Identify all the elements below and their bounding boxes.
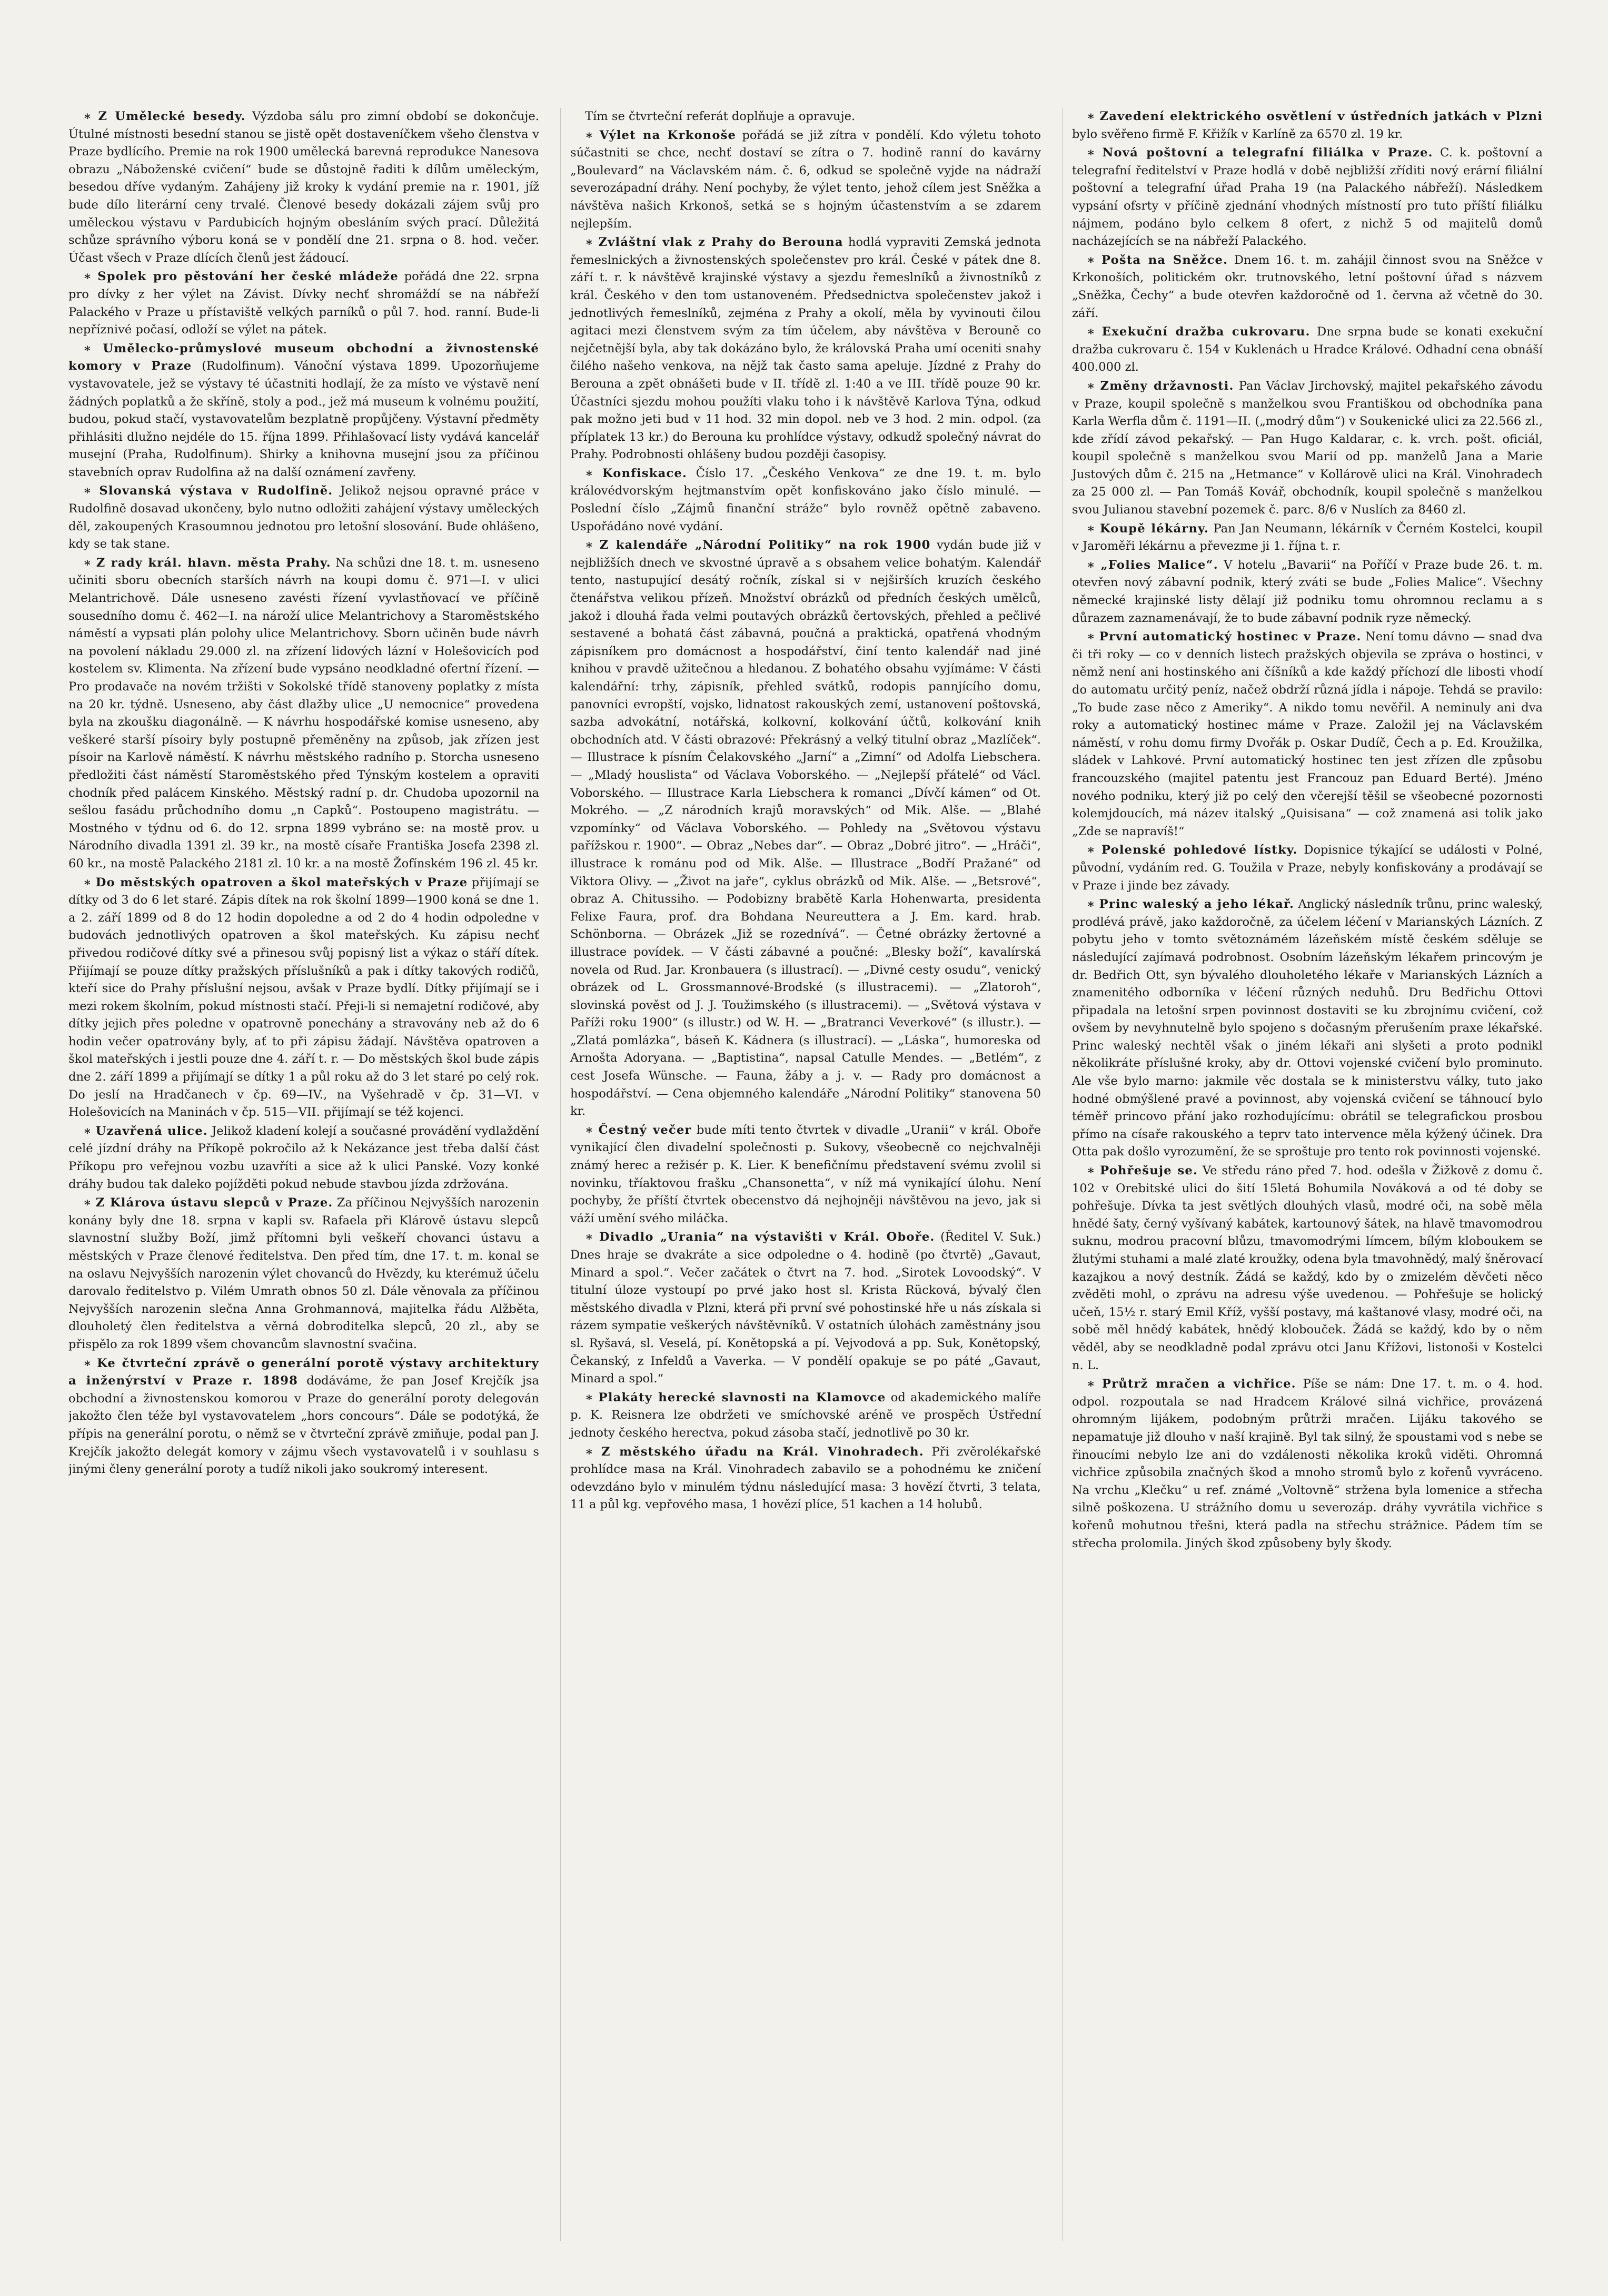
article-headline: Z Klárova ústavu slepců v Praze. — [95, 1196, 333, 1210]
news-article — [68, 108, 539, 267]
news-article — [68, 555, 539, 873]
star-icon: ∗ — [83, 1124, 96, 1138]
star-icon: ∗ — [1087, 897, 1099, 912]
news-article — [570, 1229, 1041, 1388]
article-text: Jelikož kladení kolejí a současné provádění vydlaždění celé jízdní dráhy na Příkopě pokročilo až k Nekázance jest třeba další část Příkopu pro veřejnou vozbu uzavříti a sice až k ulici Panské. Vozy konké dráhy budou tak daleko pojížděti pokud nebude stavbou jízda zdržována. — [68, 1124, 539, 1191]
star-icon: ∗ — [83, 875, 96, 889]
article-text: V hotelu „Bavarii“ na Poříčí v Praze bude 26. t. m. otevřen nový zábavní podnik, který zváti se bude „Folies Malice“. Všechny německé krajinské listy dělají již podniku tomu ohromnou reclamu a s důrazem zaznamenávají, že to bude zábavní podnik ryze německý. — [1072, 558, 1543, 625]
article-headline: Z kalendáře „Národní Politiky“ na rok 1900 — [599, 538, 931, 552]
article-text: Není tomu dávno — snad dva či tři roky — co v denních listech pražských objevila se zpráva o hostinci, v němž není ani hostinského ani číšníků a kde každý příchozí dle libosti vhodí do automatu určitý peníz, načež obdrží různá jídla i nápoje. Tehdá se pravilo: „To bude zase něco z Ameriky“. A nikdo tomu nevěřil. A neminuly ani dva roky a automatický hostinec máme v Praze. Založil jej na Václavském náměstí, v rohu domu firmy Dvořák p. Oskar Dudíč, Čech a p. Ed. Kroužilka, sládek v Lahkové. První automatický hostinec ten jest zřízen dle způsobu francouzského (majitel patentu jest Francouz pan Eduard Berté). Jméno nového podniku, který již po celý den včerejší těšil se všeobecné pozornosti kolemjdoucích, má název italský „Quisisana“ — což znamená asi tolik jako „Zde se napravíš!“ — [1072, 630, 1543, 838]
article-text: Pan Václav Jirchovský, majitel pekařského závodu v Praze, koupil společně s manželkou svou Františkou od obchodníka pana Karla Werfla dům č. 1191—II. („modrý dům“) v Soukenické ulici za 22.566 zl., kde zřídí závod pekařský. — Pan Hugo Kaldarar, c. k. vrch. pošt. oficiál, koupil společně s manželkou svou Marií od pp. manželů Jana a Marie Justových dům č. 215 na „Hetmance“ v Kollárově ulici na Král. Vinohradech za 25 000 zl. — Pan Tomáš Kovář, obchodník, koupil společně s manželkou svou Julianou stavební pozemek č. parc. 8/6 v Nuslích za 8460 zl. — [1072, 379, 1543, 517]
article-text: (Rudolfinum). Vánoční výstava 1899. Upozorňujeme vystavovatele, jež se výstavy té účastniti hodlají, že za místo ve výstavě není žádných poplatků a že skříně, stoly a pod., jež má museum k volnému použití, budou, pokud stačí, vystavovatelům bezplatně propůjčeny. Výstavní předměty přihlásiti dlužno nejdéle do 15. října 1899. Přihlašovací listy vydává kancelář musejní (Praha, Rudolfinum). Shirky a knihovna musejní jsou za příčinou stavebních oprav Rudolfina až na další oznámení zavřeny. — [68, 359, 539, 479]
article-headline: Polenské pohledové lístky. — [1101, 843, 1298, 857]
star-icon: ∗ — [585, 128, 600, 142]
article-headline: Uzavřená ulice. — [95, 1124, 208, 1138]
star-icon: ∗ — [83, 270, 98, 284]
star-icon: ∗ — [585, 235, 599, 250]
article-text: vydán bude již v nejbližších dnech ve skvostné úpravě a s obsahem velice bohatým. Kalendář tento, nastupující desátý ročník, získal si v nejširších kruzích českého čtenářstva velikou přízeň. Množství obrázků od předních českých umělců, jakož i dlouhá řada velmi poutavých obrázků čertovských, přehled a pečlivé sestavené a bohatá část zábavná, poučná a praktická, opatřená vhodným zápisníkem pro domácnost a hospodářství, činí tento kalendář nad jiné knihou v pravdě užitečnou a hledanou. Z bohatého obsahu vyjímáme: V části kalendářní: trhy, zápisník, přehled svátků, rodopis pannjícího domu, panovníci evropští, vojsko, lidnatost rakouských zemí, ustanovení poštovská, sazba advokátní, notářská, kolkovní, kolkování účtů, kolkování knih obchodních atd. V části obrazové: Překrásný a velký titulní obraz „Mazlíček“. — Illustrace k písním Čelakovského „Jarní“ a „Zimní“ od Adolfa Liebschera. — „Mladý houslista“ od Václava Voborského. — „Nejlepší přátelé“ od Václ. Voborského. — Illustrace Karla Liebschera k romanci „Dívčí kámen“ od Ot. Mokrého. — „Z národních krajů moravských“ od Mik. Alše. — „Blahé vzpomínky“ od Václava Voborského. — Pohledy na „Světovou výstavu pařížskou r. 1900“. — Obraz „Nebes dar“. — Obraz „Dobré jitro“. — „Hráči“, illustrace k románu pod od Mik. Alše. — Illustrace „Bodří Pražané“ od Viktora Olivy. — „Život na jaře“, cyklus obrázků od Mik. Alše. — „Betsrové“, obraz A. Chitussiho. — Podobizny brabětě Karla Hohenwarta, presidenta Felixe Faura, prof. dra Bohdana Neureuttera a J. Em. kard. hrab. Schönborna. — Obrázek „Již se rozednívá“. — Četné obrázky žertovné a illustrace povídek. — V části zábavné a poučné: „Blesky boží“, kavalírská novela od Rud. Jar. Kronbauera (s illustrací). — „Divné cesty osudu“, venický obrázek od L. Grossmannové-Brodské (s illustracemi). — „Zlatoroh“, slovinská pověst od J. J. Toužimského (s illustracemi). — „Světová výstava v Paříži roku 1900“ (s illustr.) od W. H. — „Bratranci Veverkové“ (s illustr.). — „Zlatá pomlázka“, báseň K. Kádnera (s illustrací). — „Láska“, humoreska od Arnošta Adoryana. — „Baptistina“, napsal Catulle Mendes. — „Betlém“, z cest Josefa Wünsche. — Fauna, žáby a j. v. — Rady pro domácnost a hospodářství. — Cena objemného kalendáře „Národní Politiky“ stanovena 50 kr. — [570, 538, 1041, 1119]
news-article — [570, 1389, 1041, 1442]
article-headline: Koupě lékárny. — [1099, 521, 1209, 536]
article-text: Jelikož nejsou opravné práce v Rudolfině dosavad ukončeny, bylo nutno odložiti zahájení výstavy uměleckých děl, zakoupených Krasoumnou jednotou pro letošní slosování. Bude ohlášeno, kdy se tak stane. — [68, 484, 539, 551]
news-article — [1072, 842, 1543, 895]
star-icon: ∗ — [585, 1123, 599, 1137]
article-headline: Nová poštovní a telegrafní filiálka v Praze. — [1102, 146, 1433, 160]
star-icon: ∗ — [83, 484, 100, 498]
article-text: Při zvěrolékařské prohlídce masa na Král. Vinohradech zabavilo se a pohodnému ke zničení odevzdáno bylo v minulém týdnu následující masa: 3 hovězí čtvrti, 3 telata, 11 a půl kg. vepřového masa, 1 hovězí plíce, 51 kachen a 14 holubů. — [570, 1444, 1041, 1512]
star-icon: ∗ — [83, 556, 96, 570]
article-text: Na schůzi dne 18. t. m. usneseno učiniti sboru obecních starších návrh na koupi domu č. 971—I. v ulici Melantrichově. Dále usneseno zavésti řízení vyvlastňovací ve příčině sousedního domu č. 462—I. na nároží ulice Melantrichovy a Staroměstského náměstí a vypsati plán polohy ulice Melantrichovy. Sborn učiněn bude návrh na povolení nákladu 29.000 zl. na zřízení lidových lázní v Holešovicích pod kostelem sv. Klimenta. Na zřízení bude vypsáno neodkladné ofertní řízení. — Pro prodavače na novém tržišti v Sokolské třídě stanoveny poplatky z místa na 20 kr. týdně. Usneseno, aby část dlažby ulice „U nemocnice“ provedena byla na zkoušku diagonálně. — K návrhu hospodářské komise usneseno, aby veškeré starší písoiry byly postupně přeměněny na způsob, jak zřízen jest písoir na Karlově náměstí. K návrhu městského radního p. Storcha usneseno předložiti část náměstí Staroměstského před Týnským kostelem a opraviti chodník před palácem Kinského. Městský radní p. dr. Chudoba upozornil na sešlou fasádu průchodního domu „n Capků“. Postoupeno magistrátu. — Mostného v týdnu od 6. do 12. srpna 1899 vybráno se: na mostě prov. u Národního divadla 1391 zl. 39 kr., na mostě císaře Františka Josefa 2398 zl. 60 kr., na mostě Palackého 2181 zl. 10 kr. a na mostě Žofínském 196 zl. 45 kr. — [68, 556, 539, 870]
article-headline: Princ waleský a jeho lékař. — [1099, 897, 1295, 912]
news-article — [68, 1355, 539, 1479]
article-headline: Konfiskace. — [602, 466, 688, 480]
article-text: hodlá vypraviti Zemská jednota řemeslnických a živnostenských společenstev pro král. České v pátek dne 8. září t. r. k návštěvě krajinské výstavy a sjezdu řemeslníků a živnostníků z král. Českého v den tom ustanoveném. Předsednictva společenstev jakož i jednotlivých řemeslníků, zejména z Prahy a okolí, měla by vyvinouti čilou agitaci mezi členstvem svým za tím účelem, aby návštěva v Berouně co nejčetnější byla, aby tak dokázáno bylo, že královská Praha umí oceniti snahy čilého našeho venkova, na nějž tak často sama apeluje. Jízdné z Prahy do Berouna a zpět obnášeti bude v II. třídě zl. 1:40 a ve III. třídě pouze 90 kr. Účastníci sjezdu mohou použíti vlaku toho i k návštěvě Karlova Týna, odkud pak možno jeti bud v 11 hod. 32 min dopol. neb ve 3 hod. 2 min. odpol. (za příplatek 13 kr.) do Berouna ku prohlídce výstavy, odkudž společný návrat do Prahy. Podrobnosti ohlášeny budou později časopisy. — [570, 235, 1041, 462]
article-headline: Umělecko-průmyslové museum obchodní a živnostenské komory v Praze — [68, 341, 539, 373]
news-article — [68, 482, 539, 553]
star-icon: ∗ — [83, 1196, 96, 1210]
article-headline: Z Umělecké besedy. — [98, 110, 246, 123]
star-icon: ∗ — [1087, 325, 1102, 339]
news-article — [1072, 323, 1543, 377]
article-text: Číslo 17. „Českého Venkova“ ze dne 19. t. m. bylo královédvorským hejtmanstvím opět konfiskováno jako číslo minulé. — Poslední číslo „Zájmů finanční stráže“ bylo rovněž opětně zabaveno. Uspořádáno nové vydání. — [570, 466, 1041, 533]
columns — [68, 108, 1543, 2241]
news-article — [1072, 1162, 1543, 1374]
article-text: Za příčinou Nejvyšších narozenin konány byly dne 18. srpna v kapli sv. Rafaela při Klárově ústavu slepců slavnostní služby Boží, jimž přítomni byli veškeří chovanci ústavu a městských v Praze členové ředitelstva. Den před tím, dne 17. t. m. konal se na oslavu Nejvyšších narozenin výlet chovanců do Hvězdy, ku kterémuž účelu darovalo ředitelstvo p. Vilém Umrath obnos 50 zl. Dále věnovala za příčinou Nejvyšších narozenin slečna Anna Grohmannová, majitelka řádu Alžběta, dlouholetý člen ředitelstva a věrná dobroditelka slepců, 20 zl., aby se přispělo za rok 1899 všem chovancům slavnostní svačina. — [68, 1196, 539, 1351]
article-text: dodáváme, že pan Josef Krejčík jsa obchodní a živnostenskou komorou v Praze do generální poroty delegován jakožto člen téže byl vystavovatelem „hors concours“. Dále se podotýká, že přípis na generální porotu, o němž se v čtvrteční zprávě zmiňuje, podal pan J. Krejčík jakožto delegát komory v zájmu všech vystavovatelů i v souhlasu s jinými členy generální poroty a tudíž nikoli jako soukromý interesent. — [68, 1374, 539, 1477]
star-icon: ∗ — [585, 1444, 601, 1459]
star-icon: ∗ — [1087, 1377, 1103, 1391]
article-headline: Pohřešuje se. — [1100, 1164, 1198, 1178]
star-icon: ∗ — [1087, 558, 1101, 572]
column-left — [68, 108, 539, 2241]
star-icon: ∗ — [1087, 630, 1099, 644]
star-icon: ∗ — [83, 110, 98, 123]
news-article — [1072, 896, 1543, 1161]
star-icon: ∗ — [1087, 843, 1102, 857]
newspaper-page — [68, 108, 1543, 2241]
star-icon: ∗ — [1087, 379, 1100, 393]
star-icon: ∗ — [1087, 521, 1100, 536]
article-text: Anglický následník trůnu, princ waleský, prodlévá právě, jako každoročně, za účelem léčení v Marianských Lázních. Z pobytu jeho v tomto světoznámém lázeňském místě českém sděluje se následující zajímavá podrobnost. Osobním lázeňským lékařem princovým je dr. Bedřich Ott, syn bývalého dlouholetého lékaře v Marianských Lázních a znamenitého odborníka v léčení různých neduhů. Dru Bedřichu Ottovi připadala na letošní srpen povinnost dostaviti se ku zbrojnímu cvičení, což ovšem by nevyhnutelně bylo spojeno s dočasným přerušením praxe lékařské. Princ waleský nechtěl však o jiném lékaři ani slyšeti a proto podnikl několikráte příslušné kroky, aby dr. Ottovi vojenské cvičení bylo prominuto. Ale vše bylo marno: jakmile věc dostala se k ministerstvu války, tuto jako hodné obmýšlené pravé a povinnost, aby vojenská cvičení se táhnoucí bylo téměř princovo přání jako rozhodujícímu: obrátil se telegrafickou prosbou přímo na císaře rakouského a teprv tato intervence měla kýžený účinek. Dra Otta pak došlo vyrozumění, že se sproštuje pro tento rok povinnosti vojenské. — [1072, 897, 1543, 1159]
article-text: Dopisnice týkající se události v Polné, původní, vydáním red. G. Toužila v Praze, nebyly konfiskovány a prodávají se v Praze i jinde bez závady. — [1072, 843, 1543, 893]
star-icon: ∗ — [83, 1356, 97, 1370]
article-text: Dne srpna bude se konati exekuční dražba cukrovaru č. 154 v Kuklenách u Hradce Králové. Odhadní cena obnáší 400.000 zl. — [1072, 325, 1543, 374]
news-article — [570, 1443, 1041, 1514]
article-text: Pan Jan Neumann, lékárník v Černém Kostelci, koupil v Jaroměři lékárnu a převezme ji 1. října t. r. — [1072, 521, 1543, 553]
article-headline: Pošta na Sněžce. — [1101, 253, 1228, 267]
news-article — [1072, 378, 1543, 519]
article-text: bylo svěřeno firmě F. Křižík v Karlíně za 6570 zl. 19 kr. — [1072, 127, 1403, 141]
article-text: Dnem 16. t. m. zahájil činnost svou na Sněžce v Krkonoších, politickém okr. trutnovského, letní poštovní úřad s názvem „Sněžka, Čechy“ a bude otevřen každoročně od 1. června až včetně do 30. září. — [1072, 253, 1543, 320]
news-article — [1072, 520, 1543, 556]
article-text: Píše se nám: Dne 17. t. m. o 4. hod. odpol. rozpoutala se nad Hradcem Králové silná vichřice, provázená ohromným lijákem, podobným průtrži mračen. Lijáku takového se nepamatuje již dlouho v naší krajině. Byl tak silný, že spoustami vod s nebe se řinoucími nebylo lze ani do vzdálenosti několika kroků viděti. Ohromná vichřice způsobila značných škod a mnoho stromů bylo z kořenů vyvráceno. Na vrchu „Klečku“ u ref. známé „Voltovně“ stržena byla lomenice a střecha silně poškozena. U strážního domu u severozáp. dráhy vyvrátila vichřice s kořenů mohutnou třešni, která padla na střechu strážnice. Pádem tím se střecha prolomila. Jiných škod způsobeny byly škody. — [1072, 1377, 1543, 1550]
news-article — [68, 1194, 539, 1353]
article-headline: Čestný večer — [598, 1123, 692, 1137]
news-article — [1072, 252, 1543, 322]
star-icon: ∗ — [1087, 146, 1103, 160]
news-article — [68, 1123, 539, 1193]
article-headline: Ke čtvrteční zprávě o generální porotě výstavy architektury a inženýrství v Praze r. 1898 — [68, 1356, 539, 1388]
article-headline: Spolek pro pěstování her české mládeže — [97, 270, 399, 284]
news-article — [1072, 144, 1543, 251]
news-article — [570, 127, 1041, 233]
article-text: Tím se čtvrteční referát doplňuje a opravuje. — [585, 110, 856, 123]
news-article — [570, 108, 1041, 126]
news-article — [68, 874, 539, 1122]
news-article — [570, 1122, 1041, 1228]
star-icon: ∗ — [585, 1390, 599, 1404]
article-headline: Do městských opatroven a škol mateřských v Praze — [95, 875, 468, 889]
star-icon: ∗ — [1087, 110, 1100, 123]
article-text: Ve středu ráno před 7. hod. odešla v Žižkově z domu č. 102 v Orebitské ulici do šití 15letá Bohumila Nováková a od té doby se pohřešuje. Dívka ta jest světlých dlouhých vlasů, modré oči, na sobě měla hnědé šaty, černý vyšívaný kabátek, kartounový šátek, na hlavě tmavomodrou suknu, modrou pracovní blůzu, tmavomodrými límcem, bílým kloboukem se žlutými stuhami a malé zlaté kroužky, odena byla tmavohnědý, malý šněrovací kazajkou a nový destník. Žádá se každý, kdo by o zmizelém děvčeti něco zvěděti mohl, o zprávu na adresu výše uvedenou. — Pohřešuje se holický učeň, 15½ r. starý Emil Kříž, vyšší postavy, má kaštanové vlasy, modré oči, na sobě měl hnědý kabátek, hnědý klobouček. Žádá se každý, kdo by o něm věděl, aby se neodkladně podal zprávu otci Janu Křížovi, listonoši v Kostelci n. L. — [1072, 1164, 1543, 1372]
star-icon: ∗ — [585, 538, 600, 552]
article-text: pořádá dne 22. srpna pro dívky z her výlet na Závist. Dívky nechť shromáždí se na nábřeží Palackého v Praze u přístaviště velkých parníků o půl 7. hod. ranní. Bude-li nepříznivé počasí, odloží se výlet na pátek. — [68, 270, 539, 337]
article-headline: Exekuční dražba cukrovaru. — [1101, 325, 1311, 339]
star-icon: ∗ — [1087, 1164, 1100, 1178]
article-text: bude míti tento čtvrtek v divadle „Uranii“ v král. Oboře vynikající člen divadelní společnosti p. Sukovy, všeobecně co nejchvalněji známý herec a režisér p. K. Lier. K benefičnímu představení svému zvolil si novinku, tříaktovou frašku „Chansonetta“, v níž má vynikající úlohu. Není pochyby, že příští čtvrtek obecenstvo dá nejhojněji návštěvou na jevo, jak si váží umění svého miláčka. — [570, 1123, 1041, 1225]
news-article — [68, 268, 539, 339]
article-headline: První automatický hostinec v Praze. — [1099, 630, 1362, 644]
article-text: (Ředitel V. Suk.) Dnes hraje se dvakráte a sice odpoledne o 4. hodině (po čtvrtě) „Gavaut, Minard a spol.“. Večer začátek o čtvrt na 7. hod. „Sirotek Lovoodský“. V titulní úloze vystoupí po prvé jako host sl. Krista Rücková, bývalý člen městského divadla v Plzni, která při první své pohostinské hře u nás získala si rázem sympatie veškerých návštěvníků. V ostatních úlohách zaměstnány jsou sl. Ryšavá, sl. Veselá, pí. Konětopská a pí. Vejvodová a pp. Suk, Konětopský, Čekanský, z Infeldů a Vaverka. — V pondělí opakuje se po páté „Gavaut, Minard a spol.“ — [570, 1230, 1041, 1386]
article-text: přijímají se dítky od 3 do 6 let staré. Zápis dítek na rok školní 1899—1900 koná se dne 1. a 2. září 1899 od 8 do 12 hodin dopoledne a od 2 do 4 hodin odpoledne v budovách jednotlivých opatroven a škol mateřských. Ku zápisu nechť přivedou rodičové dítky své a přinesou svůj popisný list a výkaz o stáří dítek. Přijímají se pouze dítky pražských příslušníků a pak i dítky takových rodičů, kteří sice do Prahy příslušní nejsou, avšak v Praze bydlí. Dítky přijímají se i mezi rokem školním, pokud místnosti stačí. Přeji-li si nemajetní rodičové, aby dítky jejich přes poledne v opatrovně ponechány a stravovány neb až do 6 hodin večer opatrovány byly, ať to při zápisu žádají. Návštěva opatroven a škol mateřských i jestli pouze dne 4. září t. r. — Do městských škol bude zápis dne 2. září 1899 a přijímají se dítky 1 a půl roku až do 3 let staré po celý rok. Do jeslí na Hradčanech v čp. 69—IV., na Vyšehradě v čp. 31—VI. v Holešovicích na Maninách v čp. 515—VII. přijímají se též kojenci. — [68, 875, 539, 1120]
article-text: od akademického malíře p. K. Reisnera lze obdržeti ve smíchovské aréně ve prospěch Ústřední jednoty českého herectva, pokud zásoba stačí, jednotlivě po 30 kr. — [570, 1390, 1041, 1440]
news-article — [1072, 628, 1543, 840]
article-text: C. k. poštovní a telegrafní ředitelství v Praze hodlá v době nejbližší zříditi nový erární filiální poštovní a telegrafní úřad Praha 19 (na Palackého nábřeží). Následkem vypsání ofsrty v příčině zjednání vhodných místností pro tuto příští filiálku nájmem, podáno bylo celkem 8 ofert, z nichž 5 od majitelů domů nacházejících se na nábřeží Palackého. — [1072, 146, 1543, 249]
news-article — [1072, 1375, 1543, 1552]
news-article — [1072, 108, 1543, 143]
article-headline: „Folies Malice“. — [1100, 558, 1218, 572]
news-article — [570, 234, 1041, 464]
article-text: Výzdoba sálu pro zimní období se dokončuje. Útulné místnosti besední stanou se jistě opět dostaveníčkem všeho členstva v Praze bydlícího. Premie na rok 1900 umělecká barevná reprodukce Nanesova obrazu „Náboženské cvičení“ bude se důstojně řaditi k dílům uměleckým, besedou dříve vydaným. Zahájeny již kroky k vydání premie na r. 1901, jíž bude dílo literární ceny trvalé. Členové besedy dokázali zájem svůj pro uměleckou výstavu v Pardubicích hojným obesláním svých prací. Důležitá schůze správního výboru koná se v pondělí dne 21. srpna o 8. hod. večer. Účast všech v Praze dlících členů jest žádoucí. — [68, 110, 539, 265]
article-headline: Výlet na Krkonoše — [599, 128, 737, 142]
news-article — [570, 537, 1041, 1121]
article-headline: Zvláštní vlak z Prahy do Berouna — [598, 235, 843, 250]
column-right — [1062, 108, 1543, 2241]
article-headline: Slovanská výstava v Rudolfině. — [99, 484, 333, 498]
news-article — [570, 465, 1041, 536]
article-headline: Změny državnosti. — [1100, 379, 1234, 393]
star-icon: ∗ — [585, 1230, 599, 1244]
star-icon: ∗ — [1087, 253, 1101, 267]
news-article — [1072, 557, 1543, 627]
article-headline: Z městského úřadu na Král. Vinohradech. — [601, 1444, 924, 1459]
star-icon: ∗ — [585, 466, 602, 480]
article-headline: Divadlo „Urania“ na výstavišti v Král. Oboře. — [599, 1230, 935, 1244]
article-headline: Zavedení elektrického osvětlení v ústředních jatkách v Plzni — [1099, 110, 1543, 123]
column-middle — [560, 108, 1041, 2241]
article-text: pořádá se již zítra v pondělí. Kdo výletu tohoto súčastniti se chce, nechť dostaví se zítra o 7. hodině ranní do kavárny „Boulevard“ na Václavském nám. č. 6, odkud se společně vyjde na nádraží severozápadní dráhy. Není pochyby, že výlet tento, jehož cílem jest Sněžka a návštěva našich Krkonoš, setká se s hojným účastenstvím a se zdarem nejlepším. — [570, 128, 1041, 231]
star-icon: ∗ — [83, 341, 103, 355]
news-article — [68, 340, 539, 482]
article-headline: Průtrž mračen a vichřice. — [1102, 1377, 1296, 1391]
article-headline: Z rady král. hlavn. města Prahy. — [96, 556, 331, 570]
article-headline: Plakáty herecké slavnosti na Klamovce — [598, 1390, 886, 1404]
